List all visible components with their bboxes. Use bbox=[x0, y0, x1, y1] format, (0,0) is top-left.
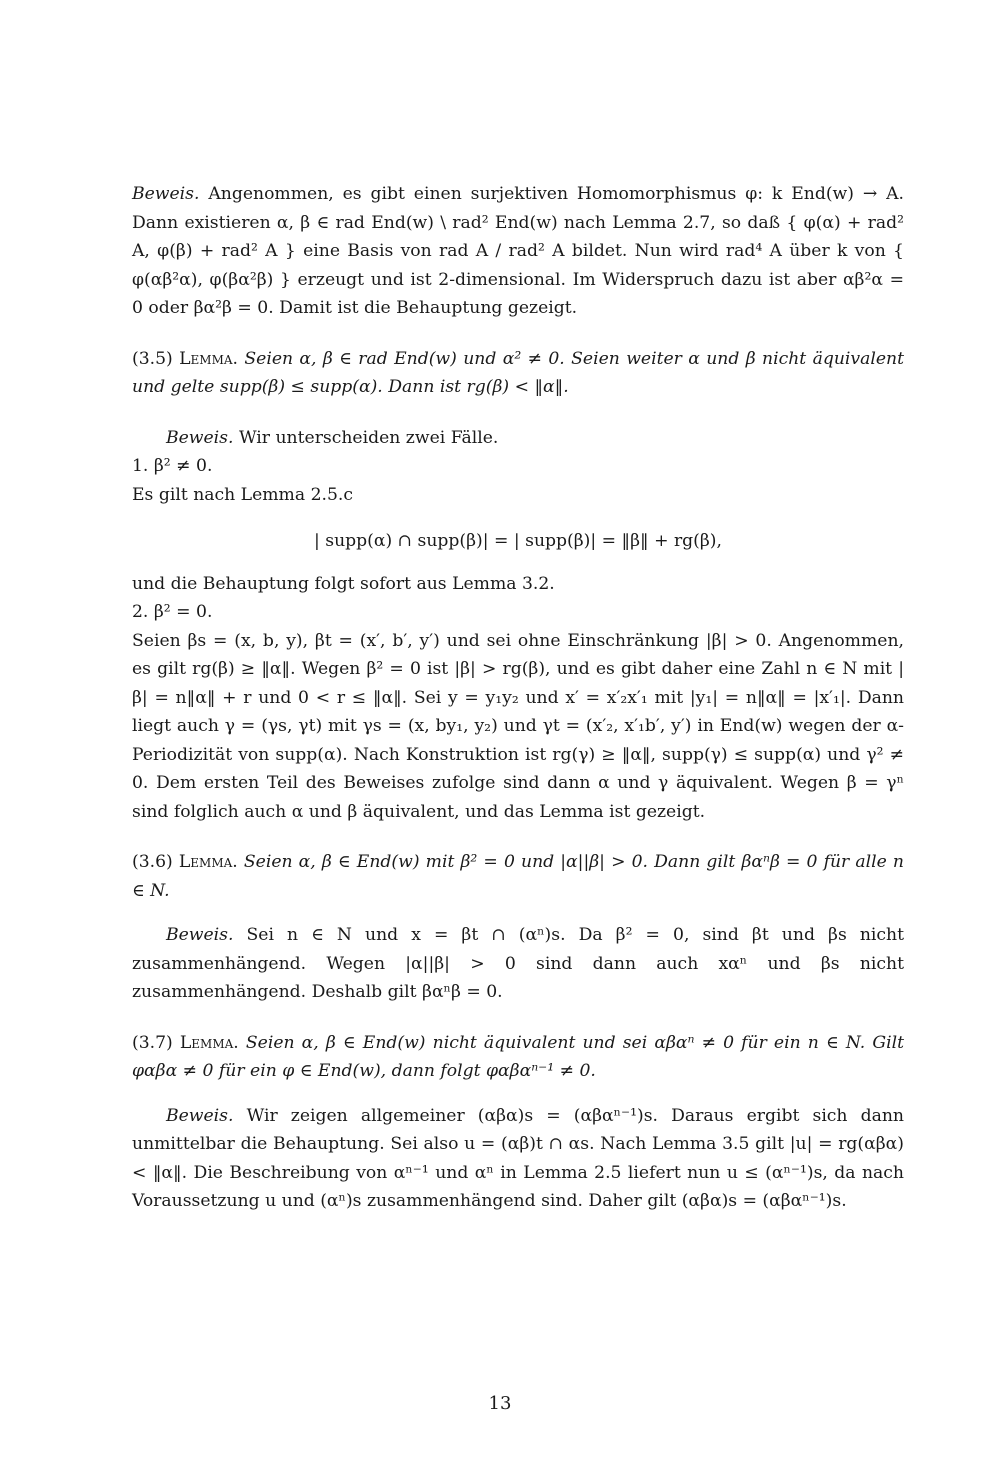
page-content bbox=[132, 180, 904, 1216]
lemma-statement: Seien α, β ∈ End(w) nicht äquivalent und sei αβαⁿ ≠ 0 für ein n ∈ N. Gilt φαβα ≠ 0 für ein φ ∈ End(w), dann folgt φαβαⁿ⁻¹ ≠ 0. bbox=[132, 1032, 904, 1081]
lemma-statement: Seien α, β ∈ rad End(w) und α² ≠ 0. Seien weiter α und β nicht äquivalent und gelte supp(β) ≤ supp(α). Dann ist rg(β) < ‖α‖. bbox=[132, 348, 904, 397]
case-text: Seien βs = (x, b, y), βt = (x′, b′, y′) und sei ohne Einschränkung |β| > 0. Angenommen, es gilt rg(β) ≥ ‖α‖. Wegen β² = 0 ist |β| > rg(β), und es gibt daher eine Zahl n ∈ N mit |β| = n‖α‖ + r und 0 < r ≤ ‖α‖. Sei y = y₁y₂ und x′ = x′₂x′₁ mit |y₁| = n‖α‖ = |x′₁|. Dann liegt auch γ = (γs, γt) mit γs = (x, by₁, y₂) und γt = (x′₂, x′₁b′, y′) in End(w) wegen der α-Periodizität von supp(α). Nach Konstruktion ist rg(γ) ≥ ‖α‖, supp(γ) ≤ supp(α) und γ² ≠ 0. Dem ersten Teil des Beweises zufolge sind dann α und γ äquivalent. Wegen β = γⁿ sind folglich auch α und β äquivalent, und das Lemma ist gezeigt. bbox=[132, 630, 904, 822]
proof-paragraph bbox=[132, 1102, 904, 1216]
lemma-3-6 bbox=[132, 848, 904, 905]
case-label: 1. β² ≠ 0. bbox=[132, 456, 213, 476]
proof-label: Beweis. bbox=[132, 184, 200, 204]
lemma-3-7 bbox=[132, 1029, 904, 1086]
proof-text: Wir unterscheiden zwei Fälle. bbox=[238, 427, 499, 448]
proof-text: Sei n ∈ N und x = βt ∩ (αⁿ)s. Da β² = 0, sind βt und βs nicht zusammenhängend. Wegen |α||β| > 0 sind dann auch xαⁿ und βs nicht zusammenhängend. Deshalb gilt βαⁿβ = 0. bbox=[132, 925, 904, 1002]
lemma-number: (3.7) Lemma. bbox=[132, 1032, 239, 1053]
lemma-3-5 bbox=[132, 345, 904, 402]
case-label: 2. β² = 0. bbox=[132, 602, 213, 622]
proof-text: Wir zeigen allgemeiner (αβα)s = (αβαⁿ⁻¹)s. Daraus ergibt sich dann unmittelbar die Behauptung. Sei also u = (αβ)t ∩ αs. Nach Lemma 3.5 gilt |u| = rg(αβα) < ‖α‖. Die Beschreibung von αⁿ⁻¹ und αⁿ in Lemma 2.5 liefert nun u ≤ (αⁿ⁻¹)s, da nach Voraussetzung u und (αⁿ)s zusammenhängend sind. Daher gilt (αβα)s = (αβαⁿ⁻¹)s. bbox=[132, 1105, 904, 1211]
case-text: Es gilt nach Lemma 2.5.c bbox=[132, 484, 353, 505]
proof-paragraph bbox=[132, 424, 904, 453]
case-text: und die Behauptung folgt sofort aus Lemma 3.2. bbox=[132, 573, 555, 594]
proof-label: Beweis. bbox=[166, 925, 234, 945]
lemma-number: (3.5) Lemma. bbox=[132, 348, 238, 369]
proof-text: Angenommen, es gibt einen surjektiven Homomorphismus φ: k End(w) → A. Dann existieren α, β ∈ rad End(w) \ rad² End(w) nach Lemma 2.7, so daß { φ(α) + rad² A, φ(β) + rad² A } eine Basis von rad A / rad² A bildet. Nun wird rad⁴ A über k von { φ(αβ²α), φ(βα²β) } erzeugt und ist 2-dimensional. Im Widerspruch dazu ist aber αβ²α = 0 oder βα²β = 0. Damit ist die Behauptung gezeigt. bbox=[132, 184, 904, 318]
proof-paragraph bbox=[132, 921, 904, 1007]
display-formula: | supp(α) ∩ supp(β)| = | supp(β)| = ‖β‖ + rg(β), bbox=[314, 531, 722, 551]
proof-label: Beweis. bbox=[166, 427, 234, 448]
proof-paragraph bbox=[132, 180, 904, 323]
page-number: 13 bbox=[488, 1393, 512, 1414]
lemma-number: (3.6) Lemma. bbox=[132, 852, 238, 872]
lemma-statement: Seien α, β ∈ End(w) mit β² = 0 und |α||β| > 0. Dann gilt βαⁿβ = 0 für alle n ∈ N. bbox=[132, 852, 904, 901]
proof-label: Beweis. bbox=[166, 1105, 234, 1126]
